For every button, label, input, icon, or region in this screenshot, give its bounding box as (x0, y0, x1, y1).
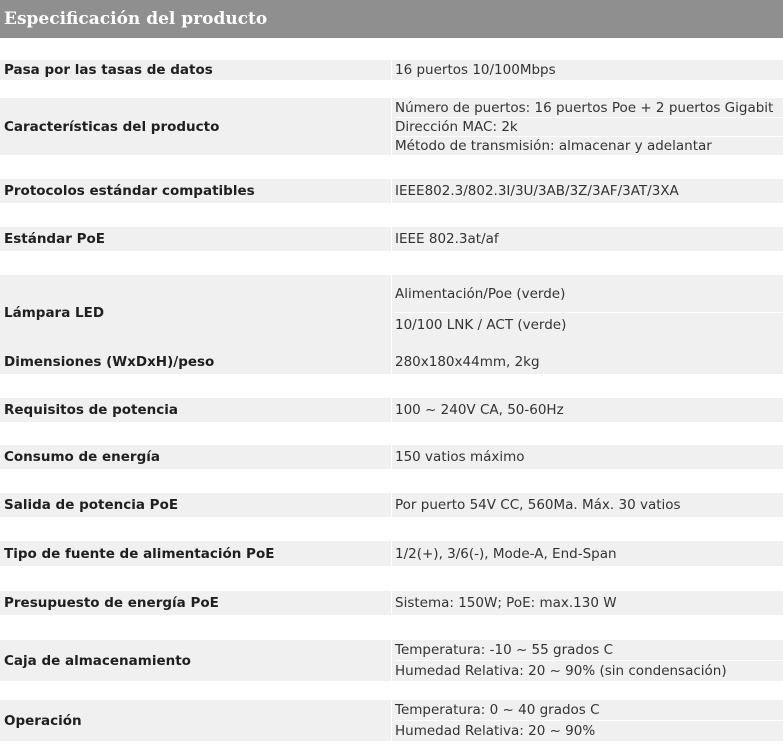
row-value (392, 700, 783, 741)
spacer-row (0, 681, 783, 700)
row-value-line: 280x180x44mm, 2kg (395, 354, 540, 370)
row-value (392, 350, 783, 374)
spec-table (0, 38, 783, 741)
row-value (392, 179, 783, 203)
row-value-line: Alimentación/Poe (verde) (395, 286, 566, 302)
row-label: Lámpara LED (0, 275, 392, 350)
table-row (0, 541, 783, 566)
row-value (392, 541, 783, 566)
row-value-line: IEEE 802.3at/af (395, 231, 499, 247)
row-label: Dimensiones (WxDxH)/peso (0, 350, 392, 374)
row-value-line: Dirección MAC: 2k (395, 117, 783, 136)
table-row (0, 700, 783, 741)
row-value-line: Temperatura: -10 ~ 55 grados C (395, 642, 614, 658)
row-value-line: Método de transmisión: almacenar y adelantar (395, 136, 783, 155)
row-label: Caja de almacenamiento (0, 640, 392, 681)
table-row (0, 60, 783, 80)
row-value-line: Sistema: 150W; PoE: max.130 W (395, 595, 617, 611)
row-value-line: 150 vatios máximo (395, 449, 525, 465)
spacer-row (0, 80, 783, 98)
row-value-line: Humedad Relativa: 20 ~ 90% (395, 720, 783, 741)
row-value (392, 227, 783, 251)
row-value-line: 16 puertos 10/100Mbps (395, 62, 556, 78)
table-row (0, 98, 783, 155)
table-row (0, 179, 783, 203)
spacer-row (0, 517, 783, 541)
table-row (0, 275, 783, 350)
row-value (392, 591, 783, 615)
row-label: Consumo de energía (0, 445, 392, 469)
table-row (0, 227, 783, 251)
row-value-line: Número de puertos: 16 puertos Poe + 2 puertos Gigabit (395, 99, 774, 116)
row-label: Estándar PoE (0, 227, 392, 251)
row-label: Protocolos estándar compatibles (0, 179, 392, 203)
table-row (0, 493, 783, 517)
row-label: Operación (0, 700, 392, 741)
table-row (0, 350, 783, 374)
row-value-line: 1/2(+), 3/6(-), Mode-A, End-Span (395, 545, 617, 562)
row-value-line: 10/100 LNK / ACT (verde) (395, 312, 783, 349)
row-label: Tipo de fuente de alimentación PoE (0, 541, 392, 566)
row-value-line: IEEE802.3/802.3I/3U/3AB/3Z/3AF/3AT/3XA (395, 183, 679, 199)
spacer-row (0, 251, 783, 275)
table-row (0, 398, 783, 422)
row-value (392, 445, 783, 469)
row-value-line: Humedad Relativa: 20 ~ 90% (sin condensación) (395, 660, 783, 681)
row-label: Pasa por las tasas de datos (0, 60, 392, 80)
table-row (0, 591, 783, 615)
row-label: Presupuesto de energía PoE (0, 591, 392, 615)
row-value (392, 398, 783, 422)
row-value (392, 493, 783, 517)
spacer-row (0, 566, 783, 591)
row-value (392, 640, 783, 681)
row-value-line: Por puerto 54V CC, 560Ma. Máx. 30 vatios (395, 497, 681, 513)
row-label: Características del producto (0, 98, 392, 155)
table-row (0, 445, 783, 469)
spacer-row (0, 203, 783, 227)
row-label: Requisitos de potencia (0, 398, 392, 422)
spacer-row (0, 155, 783, 179)
row-label: Salida de potencia PoE (0, 493, 392, 517)
page-title: Especificación del producto (0, 0, 783, 38)
row-value (392, 275, 783, 350)
spacer-row (0, 374, 783, 398)
spacer-row (0, 469, 783, 493)
spacer-row (0, 615, 783, 640)
row-value-line: 100 ~ 240V CA, 50-60Hz (395, 402, 564, 418)
table-row (0, 640, 783, 681)
spacer-row (0, 38, 783, 60)
row-value (392, 98, 783, 155)
row-value (392, 60, 783, 80)
row-value-line: Temperatura: 0 ~ 40 grados C (395, 702, 600, 718)
spacer-row (0, 422, 783, 445)
